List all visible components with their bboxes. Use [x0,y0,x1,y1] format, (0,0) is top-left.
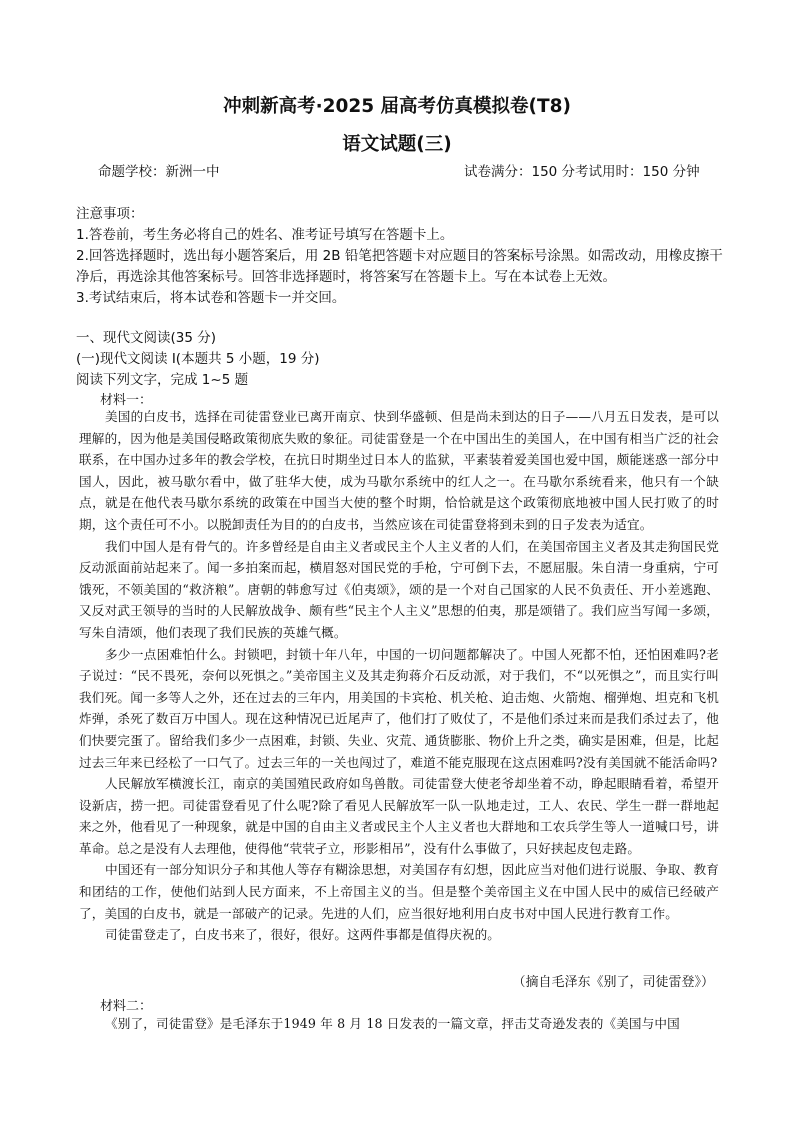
paragraph: 人民解放军横渡长江，南京的美国殖民政府如鸟兽散。司徒雷登大使老爷却坐着不动，睁起眼睛看着，希望开设新店，捞一把。司徒雷登看见了什么呢?除了看见人民解放军一队一队地走过，工人、农民、学生一群一群地起来之外，他看见了一种现象，就是中国的自由主义者或民主个人主义者也大群地和工农兵学生等人一道喊口号，讲革命。总之是没有人去理他，使得他“茕茕孑立，形影相吊”，没有什么事做了，只好挟起皮包走路。 [79,776,719,856]
paragraph: 中国还有一部分知识分子和其他人等存有糊涂思想，对美国存有幻想，因此应当对他们进行说服、争取、教育和团结的工作，使他们站到人民方面来，不上帝国主义的当。但是整个美帝国主义在中国人民中的威信已经破产了，美国的白皮书，就是一部破产的记录。先进的人们，应当很好地利用白皮书对中国人民进行教育工作。 [79,862,719,921]
material-two-text [79,1013,719,1035]
notice-item: 1.答卷前，考生务必将自己的姓名、准考证号填写在答题卡上。 [76,227,454,243]
setter-school: 命题学校：新洲一中 [98,164,220,180]
section-heading: 一、现代文阅读(35 分) [76,330,217,346]
exam-info: 试卷满分：150 分考试用时：150 分钟 [464,164,700,180]
paragraph: 多少一点困难怕什么。封锁吧，封锁十年八年，中国的一切问题都解决了。中国人死都不怕，还怕困难吗?老子说过：“民不畏死，奈何以死惧之。”美帝国主义及其走狗蒋介石反动派，对于我们，不“以死惧之”，而且实行叫我们死。闻一多等人之外，还在过去的三年内，用美国的卡宾枪、机关枪、迫击炮、火箭炮、榴弹炮、坦克和飞机炸弹，杀死了数百万中国人。现在这种情况已近尾声了，他们打了败仗了，不是他们杀过来而是我们杀过去了，他们快要完蛋了。留给我们多少一点困难，封锁、失业、灾荒、通货膨胀、物价上升之类，确实是困难，但是，比起过去三年来已经松了一口气了。过去三年的一关也闯过了，难道不能克服现在这点困难吗?没有美国就不能活命吗? [79,646,719,770]
material-one-text [79,406,719,946]
exam-subtitle: 语文试题(三) [342,134,452,155]
notice-block [76,204,726,309]
material-label: 材料一： [100,393,153,408]
reading-instruction: 阅读下列文字，完成 1~5 题 [76,372,249,388]
notice-heading: 注意事项： [76,206,144,222]
source-citation: （摘自毛泽东《别了，司徒雷登》） [512,975,714,990]
exam-title: 冲刺新高考·2025 届高考仿真模拟卷(T8) [223,96,571,117]
paragraph: 我们中国人是有骨气的。许多曾经是自由主义者或民主个人主义者的人们，在美国帝国主义者及其走狗国民党反动派面前站起来了。闻一多拍案而起，横眉怒对国民党的手枪，宁可倒下去，不愿屈服。朱自清一身重病，宁可饿死，不领美国的“救济粮”。唐朝的韩愈写过《伯夷颂》，颂的是一个对自己国家的人民不负责任、开小差逃跑、又反对武王领导的当时的人民解放战争、颇有些“民主个人主义”思想的伯夷，那是颂错了。我们应当写闻一多颂，写朱自清颂，他们表现了我们民族的英雄气概。 [79,538,719,640]
paragraph: 美国的白皮书，选择在司徒雷登业已离开南京、快到华盛顿、但是尚未到达的日子——八月五日发表，是可以理解的，因为他是美国侵略政策彻底失败的象征。司徒雷登是一个在中国出生的美国人，在中国有相当广泛的社会联系，在中国办过多年的教会学校，在抗日时期坐过日本人的监狱，平素装着爱美国也爱中国，颇能迷惑一部分中国人，因此，被马歇尔看中，做了驻华大使，成为马歇尔系统中的红人之一。在马歇尔系统看来，他只有一个缺点，就是在他代表马歇尔系统的政策在中国当大使的整个时期，恰恰就是这个政策彻底地被中国人民打败了的时期，这个责任可不小。以脱卸责任为目的的白皮书，当然应该在司徒雷登将到未到的日子发表为适宜。 [79,409,719,532]
notice-item: 2.回答选择题时，选出每小题答案后，用 2B 铅笔把答题卡对应题目的答案标号涂黑。如需改动，用橡皮擦干净后，再选涂其他答案标号。回答非选择题时，将答案写在答题卡上。写在本试卷上无效。 [76,248,723,285]
paragraph: 司徒雷登走了，白皮书来了，很好，很好。这两件事都是值得庆祝的。 [105,927,501,943]
notice-item: 3.考试结束后，将本试卷和答题卡一并交回。 [76,290,346,306]
material-label: 材料二： [100,999,153,1014]
paragraph: 《别了，司徒雷登》是毛泽东于1949 年 8 月 18 日发表的一篇文章，抨击艾奇逊发表的《美国与中国 [105,1016,680,1031]
subsection-heading: (一)现代文阅读 I(本题共 5 小题，19 分) [76,351,320,367]
